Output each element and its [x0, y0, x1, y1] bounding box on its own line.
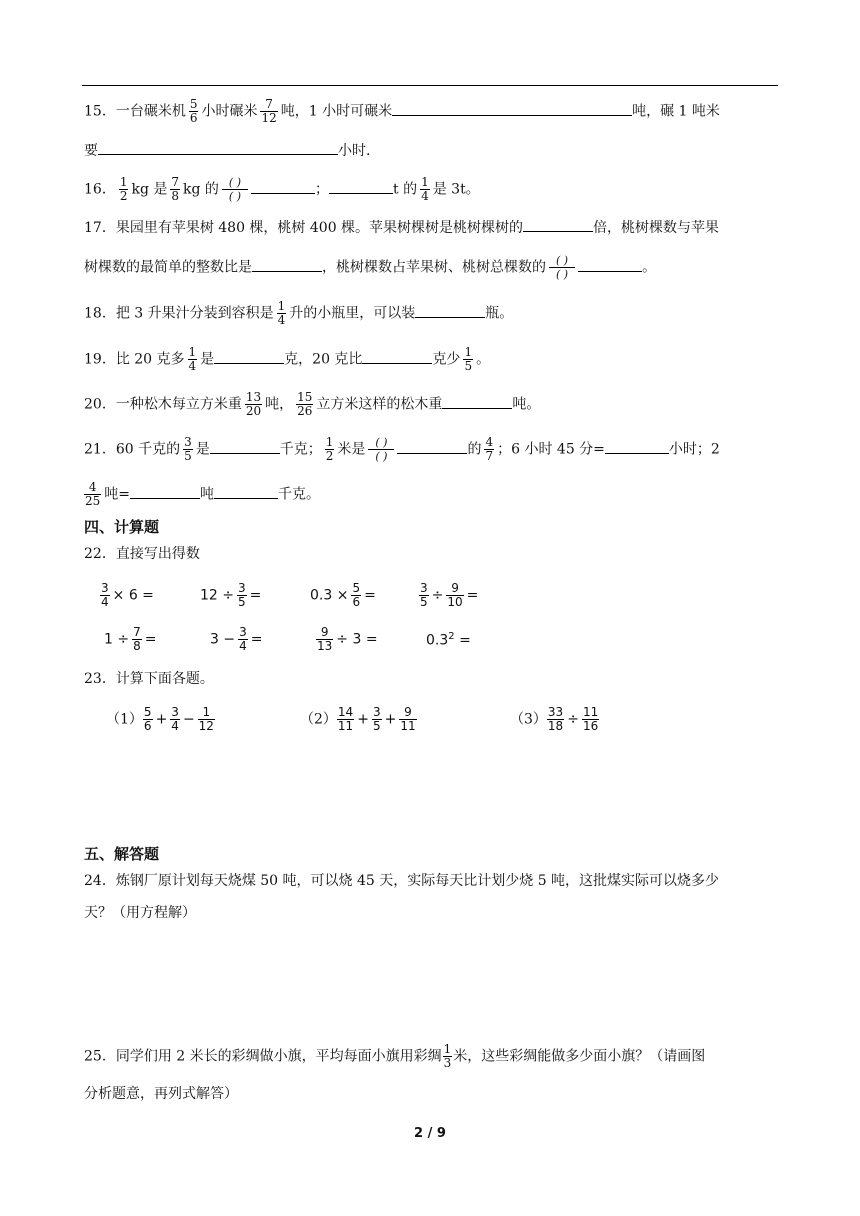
- text: 树棵数的最简单的整数比是: [84, 259, 252, 276]
- text: ；: [315, 181, 330, 198]
- text: 。: [642, 259, 657, 276]
- question-17-line-2: [84, 254, 656, 281]
- text: 18．把 3 升果汁分装到容积是: [84, 305, 274, 322]
- fraction: $\frac{5}{6}$: [189, 97, 198, 125]
- fraction: $\frac{3}{5}$: [184, 435, 192, 463]
- fraction: $\frac{13}{20}$: [245, 390, 262, 418]
- section-heading-calc: 四、计算题: [84, 518, 160, 536]
- blank-fraction[interactable]: $\frac{( )}{( )}$: [368, 436, 394, 463]
- text: 克少: [432, 351, 461, 368]
- answer-blank[interactable]: [251, 178, 315, 194]
- calc-problem-3: （3） $\frac{33}{18}$ ÷ $\frac{11}{16}$: [510, 705, 599, 733]
- text: 要: [84, 143, 98, 159]
- fraction: $\frac{1}{4}$: [421, 175, 429, 203]
- text: 的: [467, 441, 482, 458]
- mental-math-7: $\frac{9}{13}$ ÷ 3 =: [317, 625, 378, 653]
- question-19: [84, 346, 490, 373]
- mental-math-1: $\frac{3}{4}$ × 6 =: [101, 581, 154, 609]
- text: 20．一种松木每立方米重: [84, 396, 242, 413]
- question-15-line-2: [84, 139, 370, 162]
- text: 19．比 20 克多: [84, 351, 185, 368]
- text: 倍，桃树棵数与苹果: [593, 220, 720, 236]
- question-16: [84, 176, 480, 203]
- question-21-line-1: [84, 436, 720, 463]
- fraction: $\frac{1}{4}$: [277, 299, 286, 327]
- question-22-title: 22．直接写出得数: [84, 546, 200, 562]
- text: 吨，1 小时可碾米: [280, 103, 393, 120]
- fraction: $\frac{1}{4}$: [188, 345, 197, 373]
- question-24-line-2: 天？（用方程解）: [84, 905, 196, 921]
- header-rule: [82, 85, 778, 86]
- question-15-line-1: [84, 98, 720, 125]
- fraction: $\frac{4}{25}$: [85, 480, 101, 508]
- fraction: $\frac{7}{12}$: [261, 97, 277, 125]
- text: 克，20 克比: [284, 351, 363, 368]
- question-17-line-1: [84, 216, 719, 239]
- blank-fraction[interactable]: $\frac{( )}{( )}$: [549, 254, 575, 281]
- question-21-line-2: [84, 481, 320, 508]
- answer-blank[interactable]: [415, 302, 485, 318]
- answer-blank[interactable]: [210, 438, 280, 454]
- answer-blank[interactable]: [214, 483, 278, 499]
- answer-blank[interactable]: [605, 438, 669, 454]
- fraction: $\frac{1}{3}$: [443, 1042, 452, 1070]
- text: 吨。: [512, 396, 541, 413]
- text: kg 是: [131, 181, 168, 198]
- blank-fraction[interactable]: $\frac{( )}{( )}$: [222, 176, 248, 203]
- text: 小时.: [338, 143, 371, 159]
- text: 吨: [200, 486, 215, 503]
- question-25-line-2: 分析题意，再列式解答）: [84, 1086, 238, 1102]
- answer-blank[interactable]: [329, 178, 393, 194]
- text: 吨=: [104, 486, 131, 503]
- text: 是: [195, 441, 210, 458]
- text: 米是: [337, 441, 366, 458]
- text: 吨，碾 1 吨米: [632, 103, 720, 120]
- mental-math-8: $0.3^2$ =: [426, 631, 471, 649]
- answer-blank[interactable]: [442, 393, 512, 409]
- mental-math-2: 12 ÷ $\frac{3}{5}$ =: [200, 581, 262, 609]
- text: ；6 小时 45 分=: [497, 441, 605, 458]
- text: 15．一台碾米机: [84, 103, 186, 120]
- question-18: [84, 300, 513, 327]
- text: 。: [476, 351, 491, 368]
- fraction: $\frac{4}{7}$: [485, 435, 494, 463]
- mental-math-3: 0.3 × $\frac{5}{6}$ =: [310, 581, 376, 609]
- calc-problem-2: （2） $\frac{14}{11}$ + $\frac{3}{5}$ + $\frac{9}{11}$: [300, 705, 416, 733]
- text: 25．同学们用 2 米长的彩绸做小旗，平均每面小旗用彩绸: [84, 1048, 442, 1065]
- question-25-line-1: [84, 1043, 705, 1070]
- text: 瓶。: [485, 305, 514, 322]
- question-20: [84, 391, 540, 418]
- text: 17．果园里有苹果树 480 棵，桃树 400 棵。苹果树棵树是桃树棵树的: [84, 220, 524, 236]
- question-24-line-1: 24．炼钢厂原计划每天烧煤 50 吨，可以烧 45 天，实际每天比计划少烧 5 吨，这批煤实际可以烧多少: [84, 873, 720, 889]
- fraction: $\frac{15}{26}$: [297, 390, 313, 418]
- text: 21．60 千克的: [84, 441, 181, 458]
- calc-problem-1: （1） $\frac{5}{6}$ + $\frac{3}{4}$ − $\frac{1}{12}$: [106, 705, 214, 733]
- mental-math-6: 3 − $\frac{3}{4}$ =: [210, 625, 263, 653]
- fraction: $\frac{7}{8}$: [171, 175, 180, 203]
- fraction: $\frac{1}{2}$: [325, 435, 334, 463]
- fraction: $\frac{1}{5}$: [464, 345, 473, 373]
- answer-blank[interactable]: [397, 438, 467, 454]
- answer-blank[interactable]: [98, 139, 338, 155]
- text: 是: [200, 351, 215, 368]
- answer-blank[interactable]: [392, 100, 632, 116]
- text: 米，这些彩绸能做多少面小旗？（请画图: [453, 1048, 706, 1065]
- text: 吨，: [265, 396, 294, 413]
- mental-math-4: $\frac{3}{5}$ ÷ $\frac{9}{10}$ =: [420, 581, 479, 609]
- text: 是 3t。: [432, 181, 480, 198]
- text: 千克；: [279, 441, 322, 458]
- answer-blank[interactable]: [130, 483, 200, 499]
- text: t 的: [393, 181, 418, 198]
- text: 小时碾米: [201, 103, 258, 120]
- fraction: $\frac{1}{2}$: [119, 175, 128, 203]
- section-heading-answers: 五、解答题: [84, 845, 160, 863]
- answer-blank[interactable]: [362, 348, 432, 364]
- text: 千克。: [278, 486, 321, 503]
- text: 立方米这样的松木重: [316, 396, 443, 413]
- text: ，桃树棵数占苹果树、桃树总棵数的: [322, 259, 546, 276]
- text: kg 的: [183, 181, 219, 198]
- page-number: 2 / 9: [414, 1126, 446, 1141]
- mental-math-5: 1 ÷ $\frac{7}{8}$ =: [104, 625, 157, 653]
- answer-blank[interactable]: [523, 216, 593, 232]
- answer-blank[interactable]: [252, 256, 322, 272]
- text: 小时；2: [668, 441, 720, 458]
- answer-blank[interactable]: [578, 256, 642, 272]
- question-23-title: 23．计算下面各题。: [84, 671, 214, 687]
- answer-blank[interactable]: [214, 348, 284, 364]
- text: 升的小瓶里，可以装: [289, 305, 416, 322]
- text: 16．: [84, 181, 116, 198]
